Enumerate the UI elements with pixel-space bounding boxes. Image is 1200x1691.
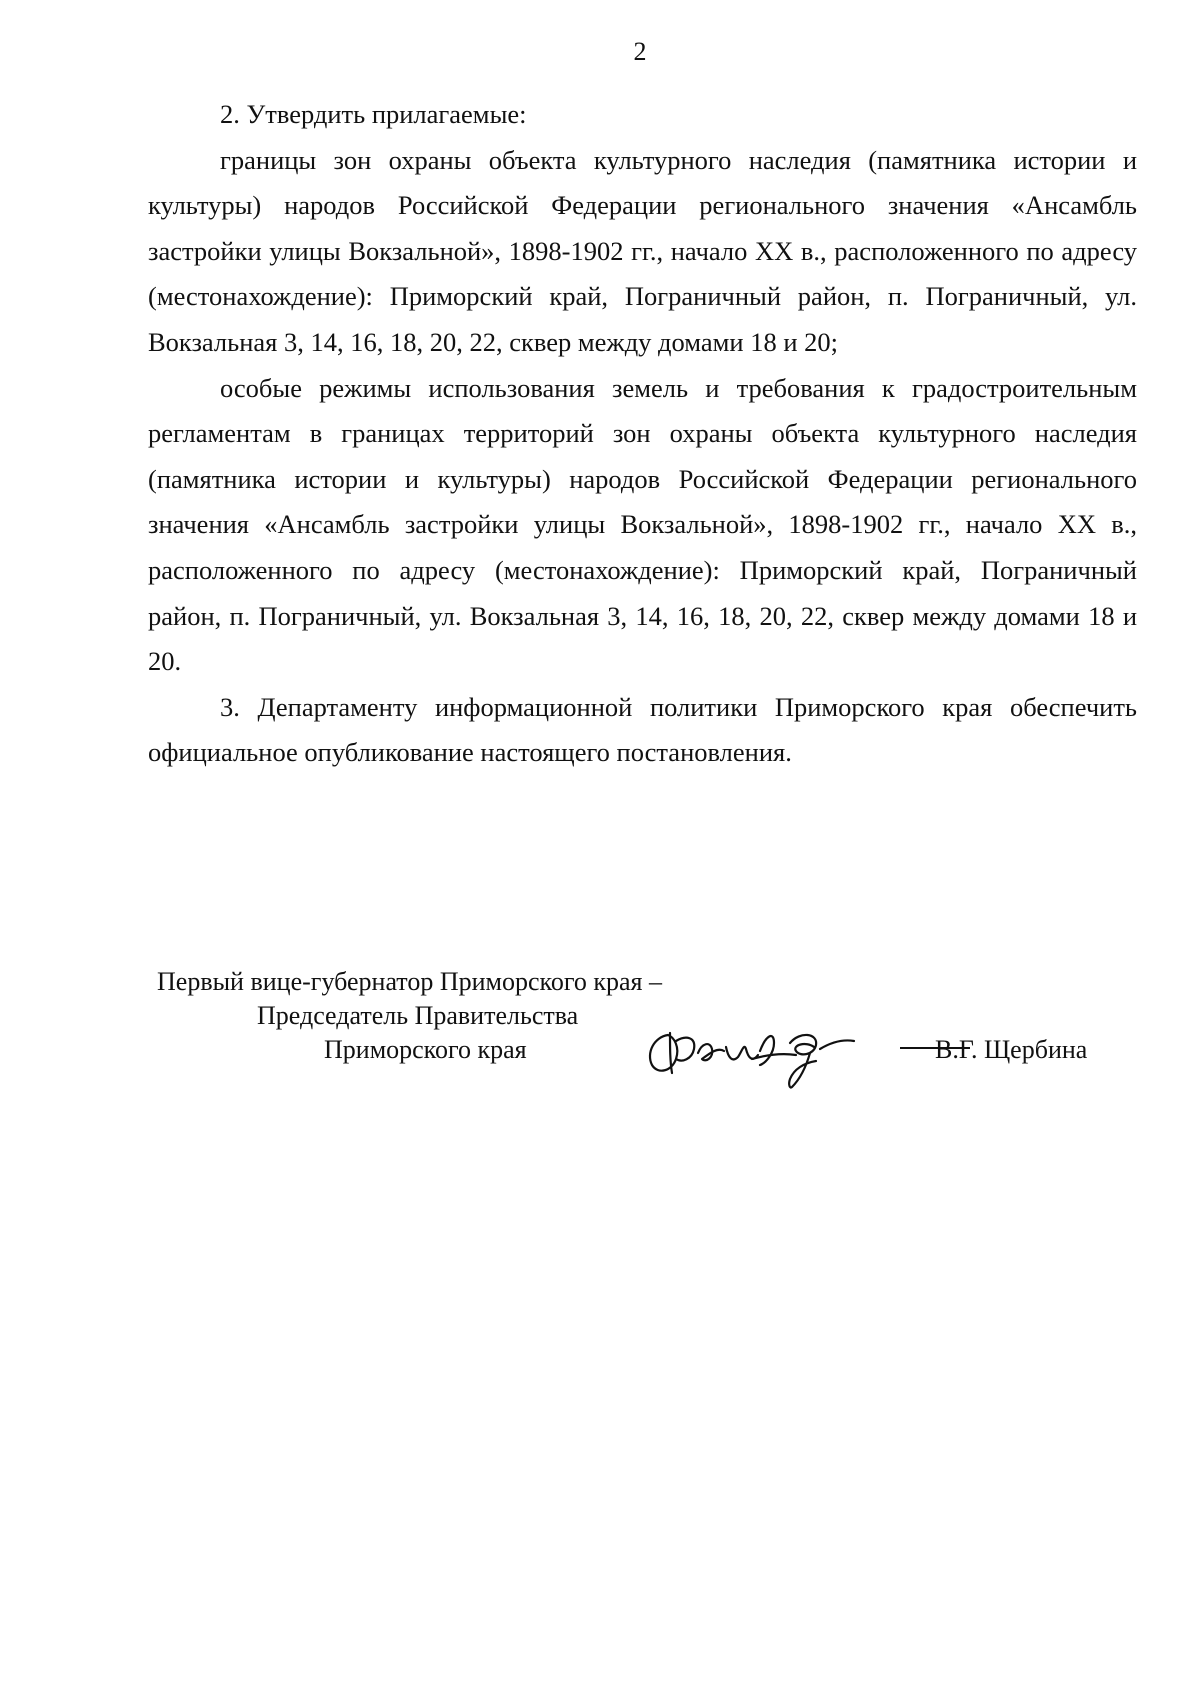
document-body (148, 92, 1137, 776)
signatory-position-line-3: Приморского края (324, 1035, 527, 1064)
paragraph-item-2: 2. Утвердить прилагаемые: (220, 99, 527, 129)
page-number: 2 (633, 37, 647, 66)
paragraph-land-use-regimes: особые режимы использования земель и требования к градостроительным регламентам в границах территорий зон охраны объекта культурного наследия (памятника истории и культуры) народов Российской Федерации регионального значения «Ансамбль застройки улицы Вокзальной», 1898-1902 гг., начало XX в., расположенного по адресу (местонахождение): Приморский край, Пограничный район, п. Пограничный, ул. Вокзальная 3, 14, 16, 18, 20, 22, сквер между домами 18 и 20. (148, 372, 1137, 677)
signatory-position-line-2: Председатель Правительства (257, 1001, 579, 1030)
signatory-position-line-1: Первый вице-губернатор Приморского края – (157, 967, 662, 996)
signatory-name: В.Г. Щербина (935, 1035, 1088, 1064)
paragraph-zone-boundaries: границы зон охраны объекта культурного наследия (памятника истории и культуры) народов Российской Федерации регионального значения «Ансамбль застройки улицы Вокзальной», 1898-1902 гг., начало XX в., расположенного по адресу (местонахождение): Приморский край, Пограничный район, п. Пограничный, ул. Вокзальная 3, 14, 16, 18, 20, 22, сквер между домами 18 и 20; (148, 144, 1137, 357)
handwritten-signature (640, 1013, 900, 1093)
signature-block (0, 965, 1200, 1115)
paragraph-item-3: 3. Департаменту информационной политики Приморского края обеспечить официальное опубликование настоящего постановления. (148, 691, 1137, 768)
